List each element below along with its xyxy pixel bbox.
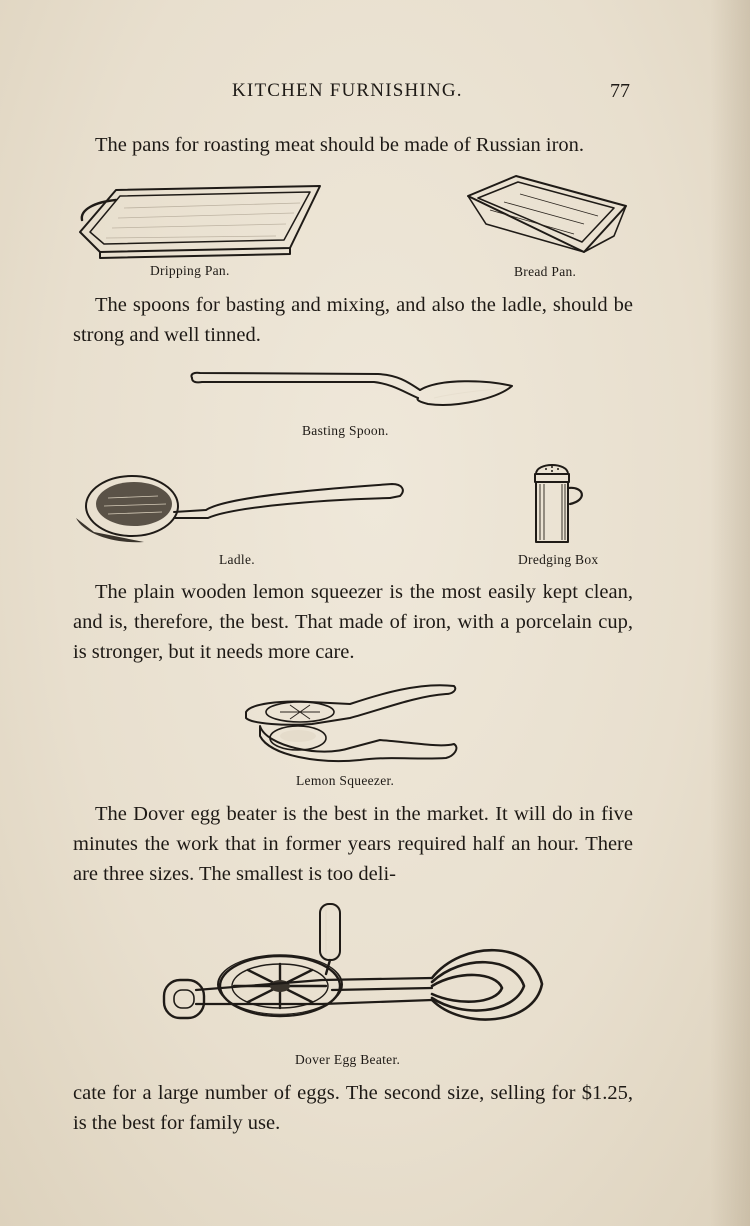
paragraph-roasting-pans: The pans for roasting meat should be made of Russian iron. bbox=[95, 134, 585, 156]
dredging-box-illustration bbox=[530, 456, 594, 548]
paragraph-egg-beater bbox=[73, 799, 633, 889]
page-number: 77 bbox=[610, 80, 630, 102]
paragraph-spoons-text: The spoons for basting and mixing, and also the ladle, should be strong and well tinned. bbox=[73, 294, 633, 346]
lemon-squeezer-illustration bbox=[240, 676, 462, 768]
ladle-illustration bbox=[74, 468, 410, 546]
caption-bread-pan: Bread Pan. bbox=[514, 264, 577, 279]
page-edge-shadow bbox=[710, 0, 750, 1226]
caption-lemon-squeezer: Lemon Squeezer. bbox=[296, 773, 395, 788]
paragraph-spoons bbox=[73, 290, 633, 350]
bread-pan-illustration bbox=[464, 172, 630, 258]
basting-spoon-illustration bbox=[188, 368, 518, 412]
caption-dredging-box: Dredging Box bbox=[518, 552, 599, 567]
caption-ladle: Ladle. bbox=[219, 552, 255, 567]
caption-basting-spoon: Basting Spoon. bbox=[302, 423, 389, 438]
caption-dripping-pan: Dripping Pan. bbox=[150, 263, 230, 278]
paragraph-egg-beater-text: The Dover egg beater is the best in the market. It will do in five minutes the work that in former years required half an hour. There are three sizes. The smallest is too deli- bbox=[73, 803, 633, 885]
running-title: KITCHEN FURNISHING. bbox=[232, 80, 463, 101]
paragraph-lemon-squeezer bbox=[73, 577, 633, 667]
paragraph-egg-beater-continued: cate for a large number of eggs. The second size, selling for $1.25, is the best for family use. bbox=[73, 1082, 633, 1134]
caption-egg-beater: Dover Egg Beater. bbox=[295, 1052, 401, 1067]
dripping-pan-illustration bbox=[76, 180, 326, 260]
egg-beater-illustration bbox=[162, 900, 548, 1052]
page-header bbox=[0, 80, 750, 110]
paragraph-lemon-squeezer-text: The plain wooden lemon squeezer is the most easily kept clean, and is, therefore, the best. That made of iron, with a porcelain cup, is stronger, but it needs more care. bbox=[73, 581, 633, 663]
